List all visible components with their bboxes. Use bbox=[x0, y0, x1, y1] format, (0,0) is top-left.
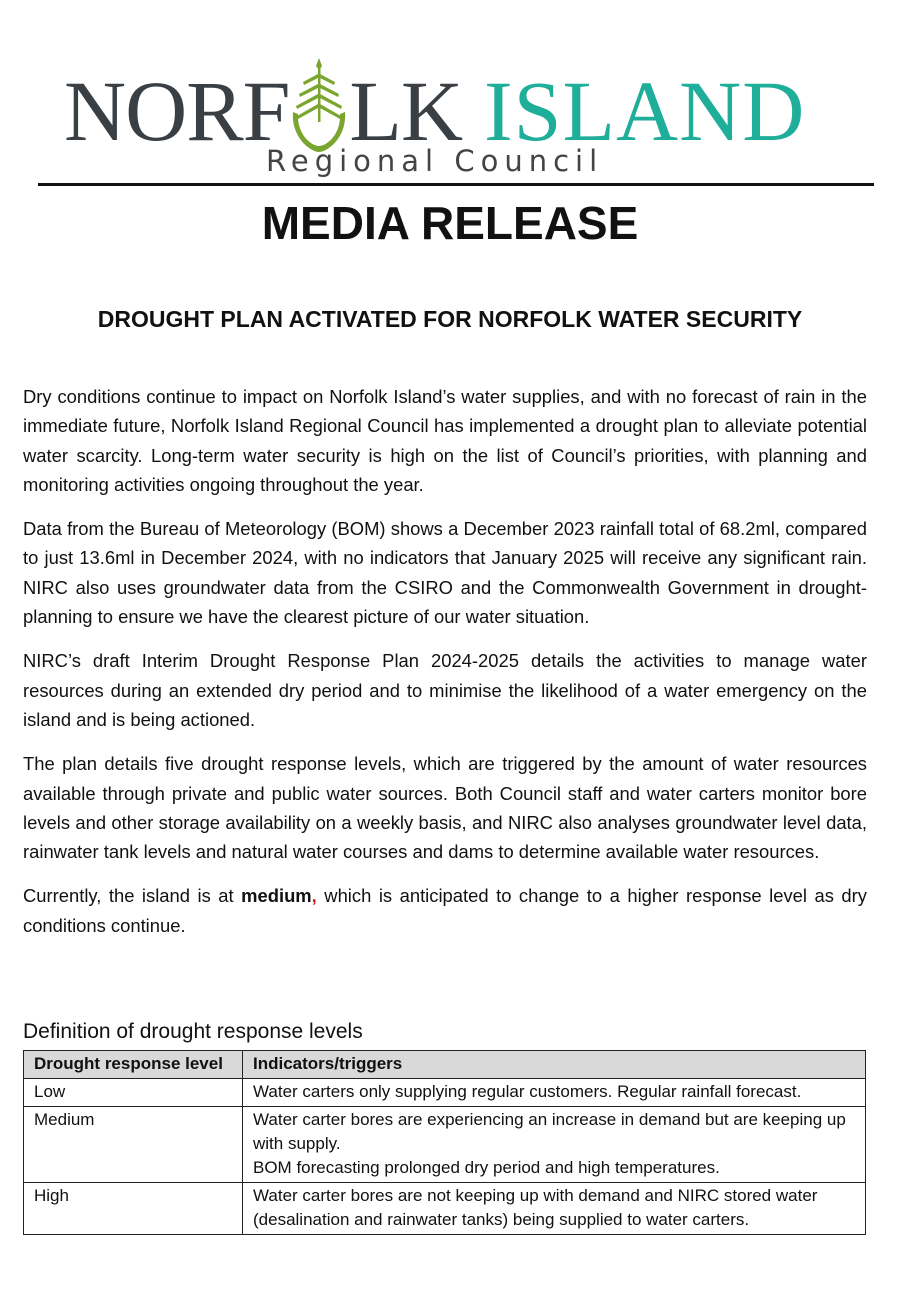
logo-word-island: ISLAND bbox=[484, 63, 806, 159]
indicators-cell bbox=[243, 1107, 866, 1183]
indicator-text: Water carter bores are experiencing an increase in demand but are keeping up with supply. bbox=[253, 1110, 846, 1153]
paragraph: The plan details five drought response levels, which are triggered by the amount of water resources available through private and public water sources. Both Council staff and water carters monitor bore levels and other storage availability on a weekly basis, and NIRC also analyses groundwater level data, rainwater tank levels and natural water courses and dams to determine available water resources. bbox=[23, 753, 867, 863]
column-header-level: Drought response level bbox=[24, 1051, 243, 1079]
status-prefix: Currently, the island is at bbox=[23, 885, 242, 907]
level-cell: Low bbox=[24, 1079, 243, 1107]
logo-word-norfolk-end: LK bbox=[349, 63, 463, 159]
column-header-indicators: Indicators/triggers bbox=[243, 1051, 866, 1079]
status-comma: , bbox=[311, 885, 317, 907]
paragraph: Data from the Bureau of Meteorology (BOM) shows a December 2023 rainfall total of 68.2ml, compared to just 13.6ml in December 2024, with no indicators that January 2025 will receive any significant rain. NIRC also uses groundwater data from the CSIRO and the Commonwealth Government in drought-planning to ensure we have the clearest picture of our water situation. bbox=[23, 518, 867, 628]
level-cell: Medium bbox=[24, 1107, 243, 1183]
paragraph: NIRC’s draft Interim Drought Response Plan 2024-2025 details the activities to manage water resources during an extended dry period and to minimise the likelihood of a water emergency on the island and is being actioned. bbox=[23, 650, 867, 730]
norfolk-pine-icon bbox=[287, 58, 351, 154]
indicator-text: Water carter bores are not keeping up with demand and NIRC stored water (desalination and rainwater tanks) being supplied to water carters. bbox=[253, 1186, 818, 1229]
header-divider bbox=[38, 183, 874, 186]
drought-levels-table bbox=[23, 1050, 866, 1235]
indicator-text: Water carters only supplying regular customers. Regular rainfall forecast. bbox=[253, 1082, 802, 1101]
table-row bbox=[24, 1079, 866, 1107]
council-logo bbox=[64, 44, 806, 159]
indicators-cell bbox=[243, 1079, 866, 1107]
letterhead bbox=[0, 0, 900, 190]
indicator-text: BOM forecasting prolonged dry period and high temperatures. bbox=[253, 1158, 720, 1177]
logo-word-norfolk-start: NORF bbox=[64, 63, 290, 159]
table-row bbox=[24, 1107, 866, 1183]
status-suffix: which is anticipated to change to a higher response level as dry conditions continue. bbox=[23, 885, 867, 936]
status-level: medium bbox=[241, 885, 312, 907]
table-row bbox=[24, 1183, 866, 1235]
logo-subtitle: Regional Council bbox=[266, 144, 604, 178]
document-label: MEDIA RELEASE bbox=[261, 197, 639, 249]
indicators-cell bbox=[243, 1183, 866, 1235]
table-header-row bbox=[24, 1051, 866, 1079]
current-status-paragraph bbox=[23, 881, 867, 940]
paragraph: Dry conditions continue to impact on Norfolk Island’s water supplies, and with no forecast of rain in the immediate future, Norfolk Island Regional Council has implemented a drought plan to alleviate potential water scarcity. Long-term water security is high on the list of Council’s priorities, with planning and monitoring activities ongoing throughout the year. bbox=[23, 386, 867, 495]
level-cell: High bbox=[24, 1183, 243, 1235]
headline: DROUGHT PLAN ACTIVATED FOR NORFOLK WATER SECURITY bbox=[97, 306, 803, 332]
article-body bbox=[23, 382, 867, 955]
table-title: Definition of drought response levels bbox=[23, 1020, 363, 1043]
